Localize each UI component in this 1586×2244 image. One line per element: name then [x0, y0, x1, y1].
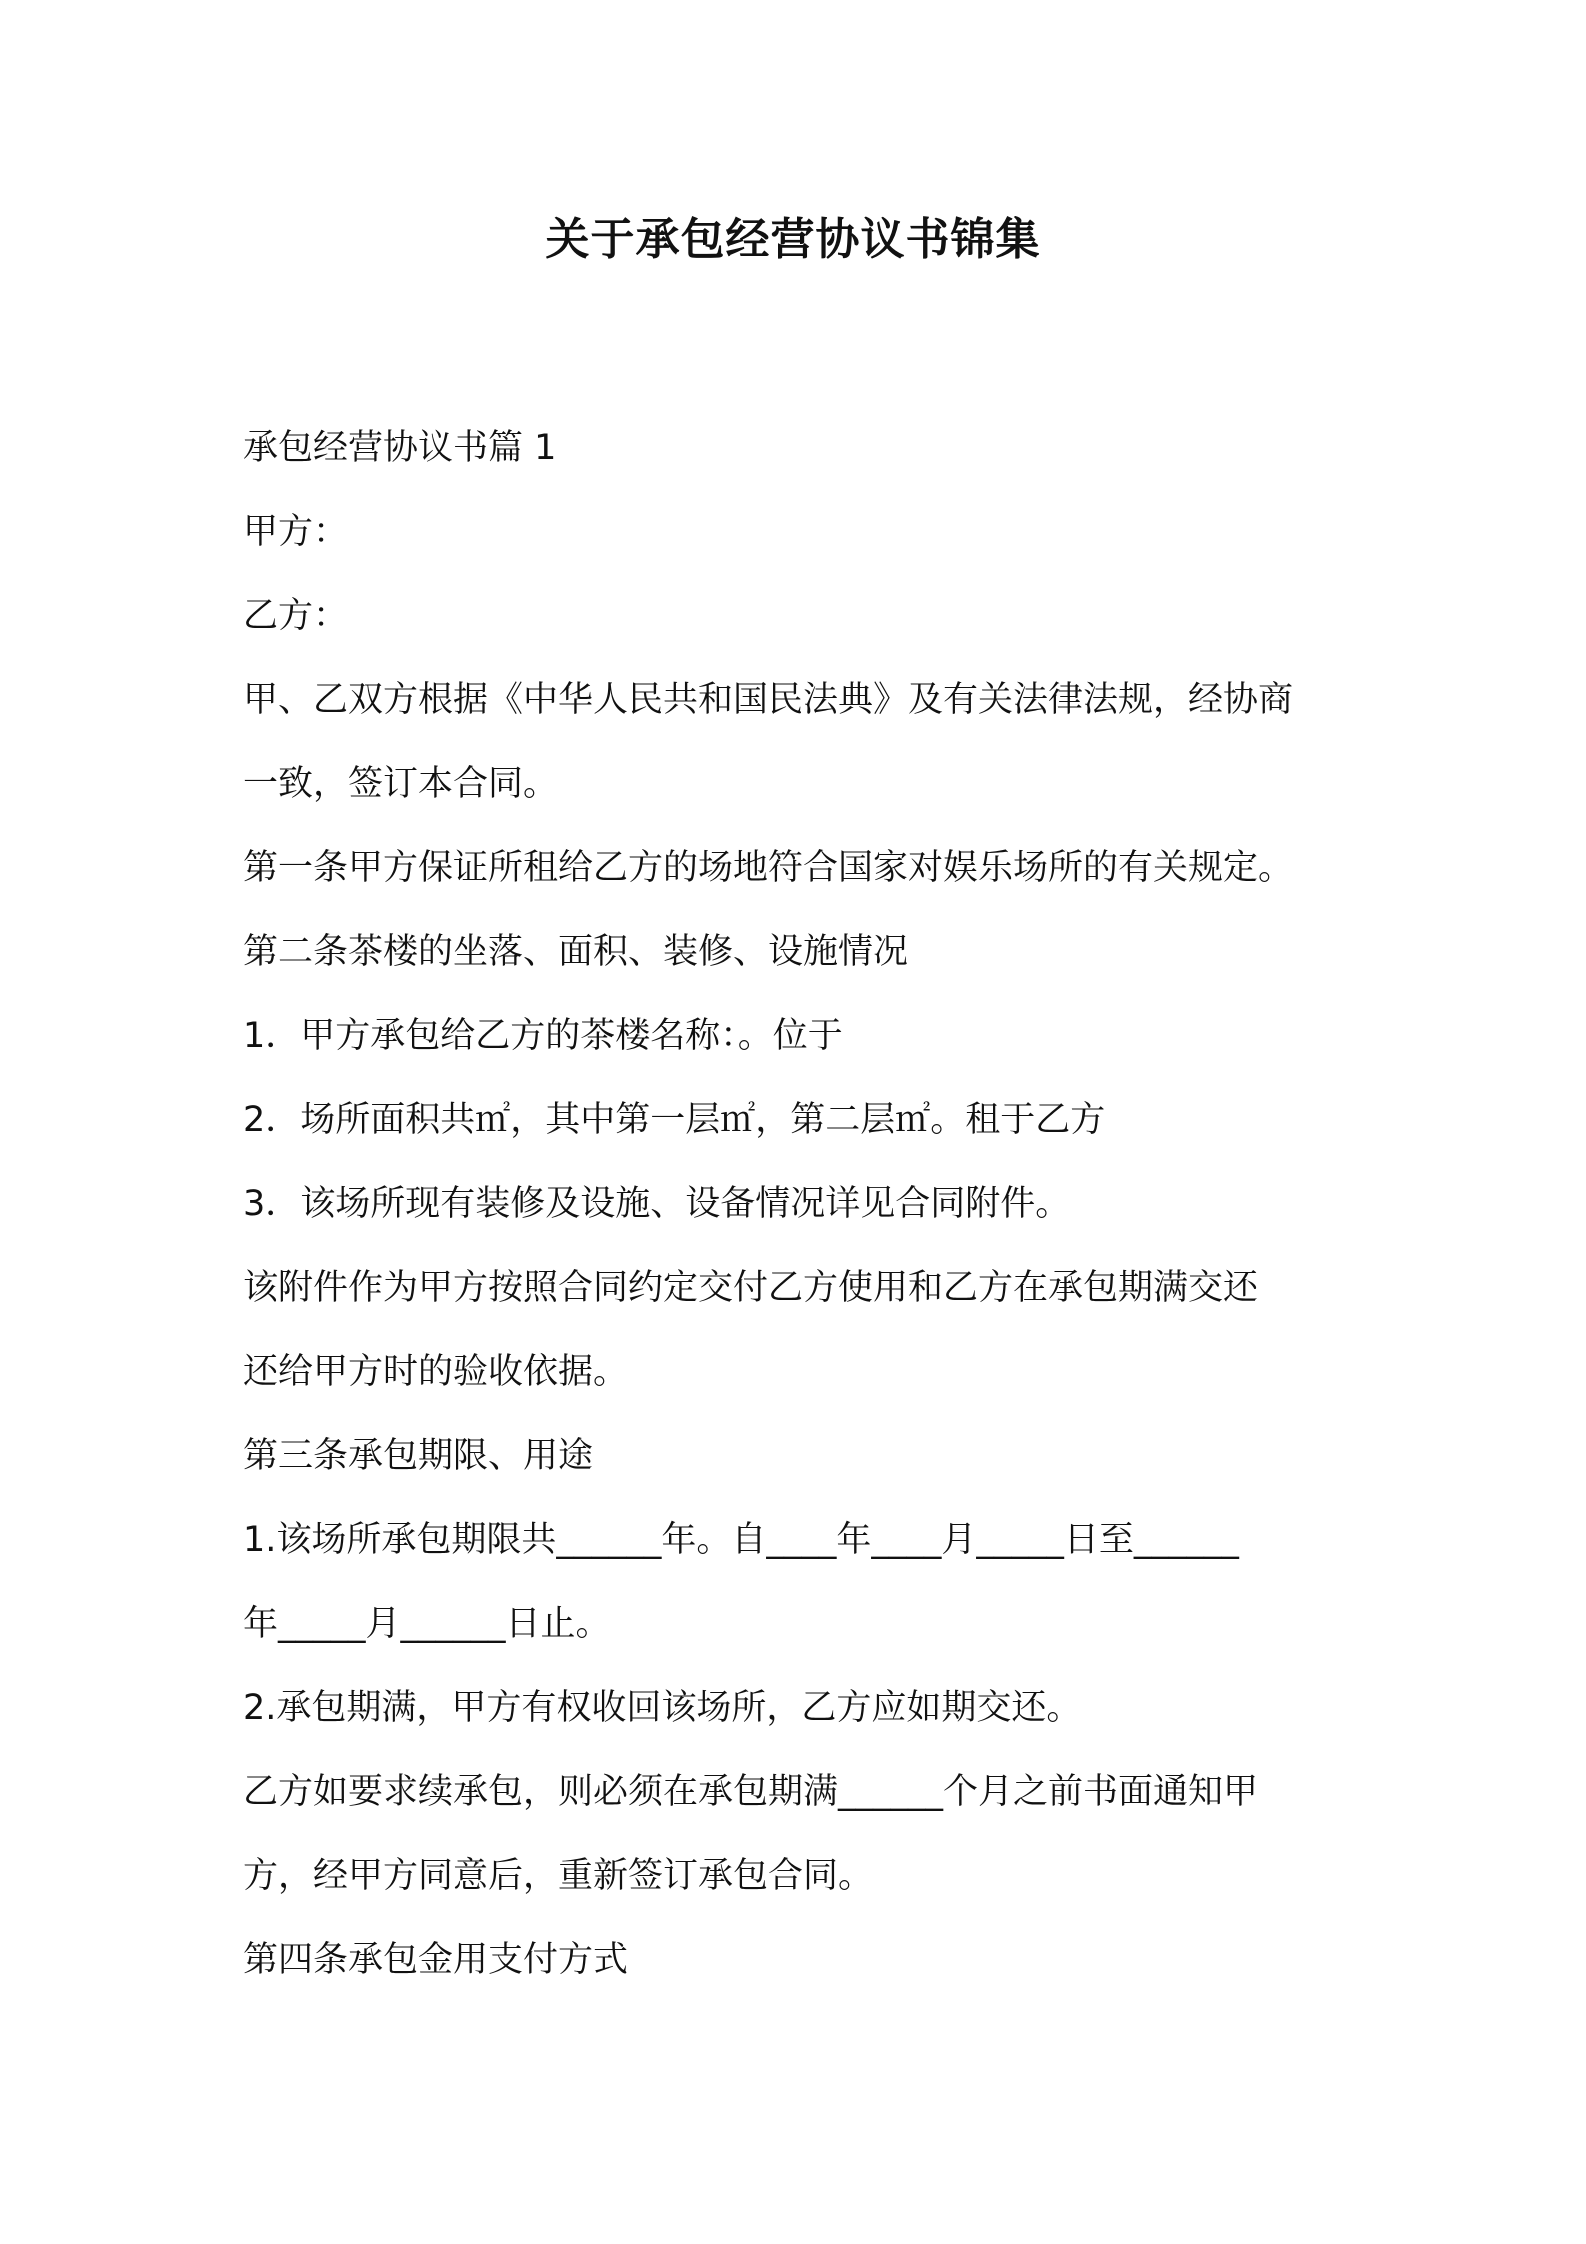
article-2-item-3: 3．该场所现有装修及设施、设备情况详见合同附件。: [243, 1184, 1071, 1224]
article-2-item-1: 1．甲方承包给乙方的茶楼名称：。位于: [243, 1016, 843, 1056]
paragraph-line: 还给甲方时的验收依据。: [243, 1352, 629, 1392]
article-3-heading: 第三条承包期限、用途: [243, 1436, 594, 1476]
paragraph-line: 乙方如要求续承包，则必须在承包期满______个月之前书面通知甲: [243, 1772, 1259, 1812]
paragraph-line: 方，经甲方同意后，重新签订承包合同。: [243, 1856, 874, 1896]
paragraph-line: 甲、乙双方根据《中华人民共和国民法典》及有关法律法规，经协商: [243, 680, 1294, 720]
paragraph-line: 该附件作为甲方按照合同约定交付乙方使用和乙方在承包期满交还: [243, 1268, 1259, 1308]
article-3-item-1-cont: 年_____月______日止。: [243, 1604, 611, 1644]
article-3-item-1: 1.该场所承包期限共______年。自____年____月_____日至______: [243, 1520, 1239, 1560]
article-3-item-2: 2.承包期满，甲方有权收回该场所，乙方应如期交还。: [243, 1688, 1082, 1728]
article-2-heading: 第二条茶楼的坐落、面积、装修、设施情况: [243, 932, 909, 972]
party-b-line: 乙方：: [243, 596, 349, 636]
party-a-line: 甲方：: [243, 512, 349, 552]
paragraph-line: 一致，签订本合同。: [243, 764, 559, 804]
document-body: [243, 406, 1363, 2002]
section-heading-part-1: 承包经营协议书篇 1: [243, 428, 557, 468]
article-4-heading: 第四条承包金用支付方式: [243, 1940, 629, 1980]
article-1-line: 第一条甲方保证所租给乙方的场地符合国家对娱乐场所的有关规定。: [243, 848, 1294, 888]
document-title: 关于承包经营协议书锦集: [545, 214, 1041, 265]
article-2-item-2: 2．场所面积共㎡，其中第一层㎡，第二层㎡。租于乙方: [243, 1100, 1106, 1140]
